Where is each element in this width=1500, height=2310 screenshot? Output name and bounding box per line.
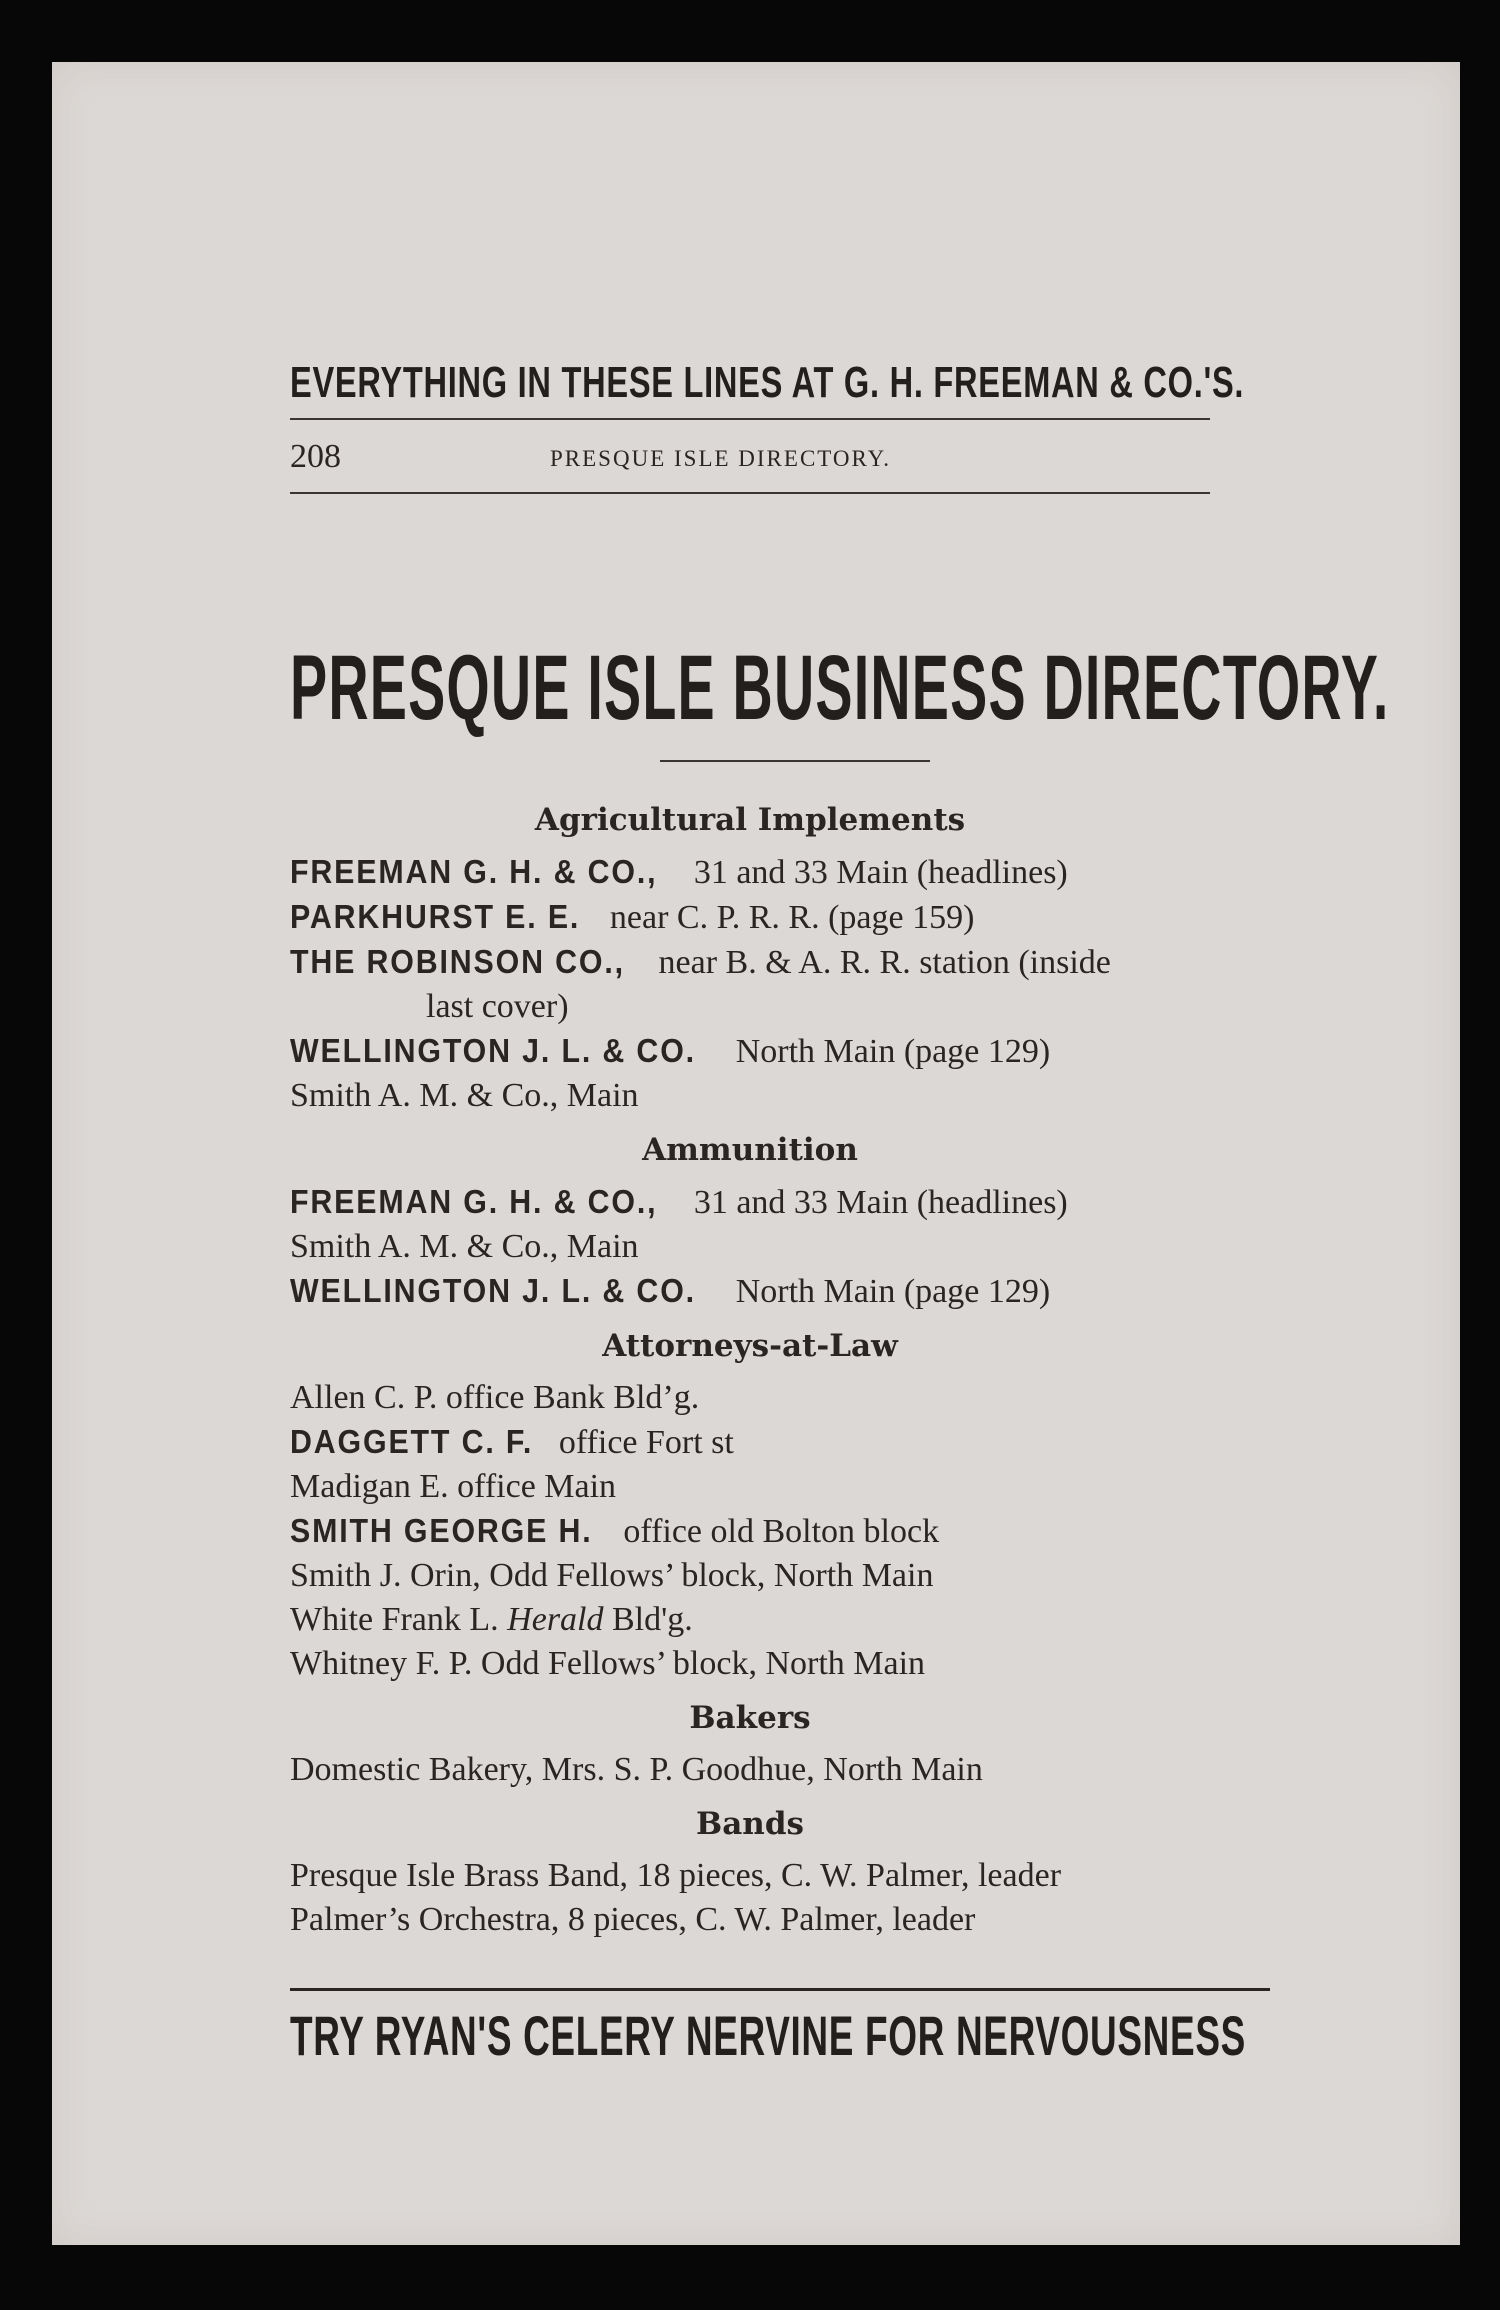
entry-text: White Frank L. Herald Bld'g. [290, 1601, 693, 1638]
entry-text: near B. & A. R. R. station (inside [650, 944, 1111, 981]
entry-text: office old Bolton block [614, 1513, 940, 1550]
directory-entry [290, 1509, 1270, 1554]
entry-text: Presque Isle Brass Band, 18 pieces, C. W. Palmer, leader [290, 1857, 1062, 1894]
running-head-rule [290, 492, 1210, 494]
directory-entry [290, 1376, 1270, 1420]
directory-entry [290, 895, 1270, 940]
entry-name: THE ROBINSON CO., [290, 943, 625, 980]
section-gap [290, 1942, 1270, 1952]
directory-entry [290, 985, 1270, 1029]
directory-entry [290, 940, 1270, 985]
entry-text: Allen C. P. office Bank Bld’g. [290, 1379, 700, 1416]
directory-entry [290, 1642, 1270, 1686]
category-heading: Bakers [689, 1700, 811, 1736]
entry-text: last cover) [426, 988, 569, 1025]
directory-entry [290, 1598, 1270, 1642]
entry-name: FREEMAN G. H. & CO., [290, 1183, 658, 1220]
directory-entry [290, 1898, 1270, 1942]
entry-text: 31 and 33 Main (headlines) [685, 1184, 1068, 1221]
section-gap [290, 1314, 1270, 1324]
directory-entry [290, 1269, 1270, 1314]
entry-name: SMITH GEORGE H. [290, 1512, 593, 1549]
directory-entry [290, 1854, 1270, 1898]
entry-text: Palmer’s Orchestra, 8 pieces, C. W. Palmer, leader [290, 1901, 976, 1938]
bottom-advertisement-banner: TRY RYAN'S CELERY NERVINE FOR NERVOUSNESS [290, 2004, 1246, 2067]
entry-name: WELLINGTON J. L. & CO. [290, 1032, 696, 1069]
directory-entry [290, 1420, 1270, 1465]
page-number: 208 [290, 438, 341, 475]
title-rule [660, 760, 930, 762]
directory-page [52, 62, 1460, 2245]
running-head-title: PRESQUE ISLE DIRECTORY. [550, 446, 892, 471]
section-gap [290, 1792, 1270, 1802]
directory-entry [290, 1029, 1270, 1074]
category-heading: Bands [696, 1806, 804, 1842]
entry-text: North Main (page 129) [727, 1033, 1051, 1070]
top-rule [290, 418, 1210, 420]
directory-entry [290, 1180, 1270, 1225]
entry-text: Domestic Bakery, Mrs. S. P. Goodhue, North Main [290, 1751, 983, 1788]
directory-entry [290, 1748, 1270, 1792]
entry-text: Smith A. M. & Co., Main [290, 1077, 639, 1114]
directory-entry [290, 1465, 1270, 1509]
top-advertisement-banner: EVERYTHING IN THESE LINES AT G. H. FREEMAN & CO.'S. [290, 358, 1245, 407]
entry-text: Whitney F. P. Odd Fellows’ block, North Main [290, 1645, 926, 1682]
page-title: PRESQUE ISLE BUSINESS DIRECTORY. [290, 637, 1390, 739]
entry-name: DAGGETT C. F. [290, 1423, 534, 1460]
directory-entry [290, 1554, 1270, 1598]
bottom-rule [290, 1988, 1270, 1991]
running-head [290, 438, 1210, 478]
category-heading: Agricultural Implements [534, 802, 966, 838]
category-heading: Attorneys-at-Law [602, 1328, 898, 1364]
directory-sections [290, 798, 1270, 1952]
entry-name: PARKHURST E. E. [290, 898, 581, 935]
category-heading: Ammunition [642, 1132, 858, 1168]
entry-name: WELLINGTON J. L. & CO. [290, 1272, 696, 1309]
entry-text: near C. P. R. R. (page 159) [601, 899, 975, 936]
entry-text: Smith A. M. & Co., Main [290, 1228, 639, 1265]
entry-text: 31 and 33 Main (headlines) [685, 854, 1068, 891]
section-gap [290, 1118, 1270, 1128]
directory-entry [290, 1225, 1270, 1269]
section-gap [290, 1686, 1270, 1696]
entry-text: North Main (page 129) [727, 1273, 1051, 1310]
entry-text: office Fort st [550, 1424, 734, 1461]
entry-text: Madigan E. office Main [290, 1468, 617, 1505]
entry-text: Smith J. Orin, Odd Fellows’ block, North Main [290, 1557, 934, 1594]
entry-name: FREEMAN G. H. & CO., [290, 853, 658, 890]
directory-entry [290, 850, 1270, 895]
directory-entry [290, 1074, 1270, 1118]
